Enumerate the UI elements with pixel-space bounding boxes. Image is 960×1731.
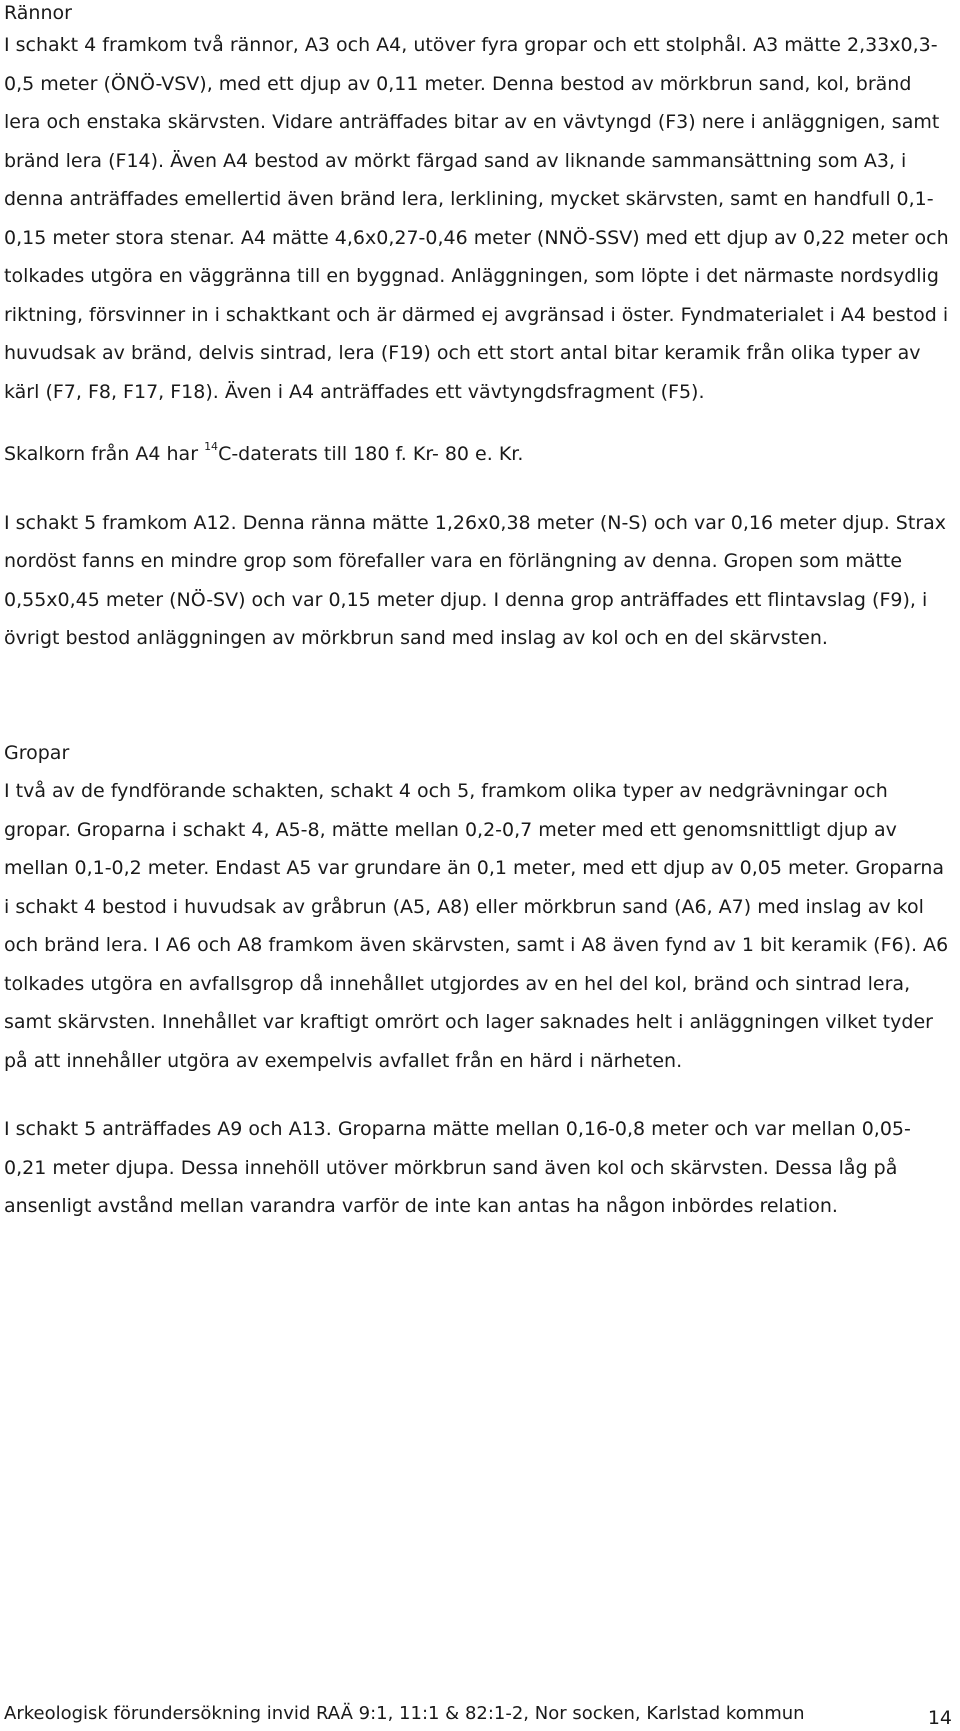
- footer-title: Arkeologisk förundersökning invid RAÄ 9:1, 11:1 & 82:1-2, Nor socken, Karlstad kommun: [4, 1703, 805, 1724]
- dating-text-after: C-daterats till 180 f. Kr- 80 e. Kr.: [218, 443, 524, 465]
- document-page: [4, 0, 952, 1226]
- page-footer: [4, 1693, 952, 1727]
- section-heading-gropar: Gropar: [4, 741, 70, 764]
- isotope-superscript: 14: [204, 440, 219, 453]
- section-heading-rannor: Rännor: [4, 2, 72, 24]
- paragraph-dating: [4, 435, 952, 474]
- paragraph-gropar-schakt-4: I två av de fyndförande schakten, schakt 4 och 5, framkom olika typer av nedgrävningar och gropar. Groparna i schakt 4, A5-8, mätte mellan 0,2-0,7 meter med ett genomsnittligt djup av mellan 0,1-0,2 meter. Endast A5 var grundare än 0,1 meter, med ett djup av 0,05 meter. Groparna i schakt 4 bestod i huvudsak av gråbrun (A5, A8) eller mörkbrun sand (A6, A7) med inslag av kol och bränd lera. I A6 och A8 framkom även skärvsten, samt i A8 även fynd av 1 bit keramik (F6). A6 tolkades utgöra en avfallsgrop då innehållet utgjordes av en hel del kol, bränd och sintrad lera, samt skärvsten. Innehållet var kraftigt omrört och lager saknades helt i anläggningen vilket tyder på att innehåller utgöra av exempelvis avfallet från en härd i närheten.: [4, 780, 949, 1072]
- page-number: 14: [927, 1707, 952, 1729]
- paragraph-rannor-schakt-4: I schakt 4 framkom två rännor, A3 och A4, utöver fyra gropar och ett stolphål. A3 mätte 2,33x0,3-0,5 meter (ÖNÖ-VSV), med ett djup av 0,11 meter. Denna bestod av mörkbrun sand, kol, bränd lera och enstaka skärvsten. Vidare anträffades bitar av en vävtyngd (F3) nere i anläggnigen, samt bränd lera (F14). Även A4 bestod av mörkt färgad sand av liknande sammansättning som A3, i denna anträffades emellertid även bränd lera, lerklining, mycket skärvsten, samt en handfull 0,1-0,15 meter stora stenar. A4 mätte 4,6x0,27-0,46 meter (NNÖ-SSV) med ett djup av 0,22 meter och tolkades utgöra en väggränna till en byggnad. Anläggningen, som löpte i det närmaste nordsydlig riktning, försvinner in i schaktkant och är därmed ej avgränsad i öster. Fyndmaterialet i A4 bestod i huvudsak av bränd, delvis sintrad, lera (F19) och ett stort antal bitar keramik från olika typer av kärl (F7, F8, F17, F18). Även i A4 anträffades ett vävtyngdsfragment (F5).: [4, 34, 949, 403]
- dating-text-before: Skalkorn från A4 har: [4, 443, 205, 465]
- paragraph-gropar-schakt-5: I schakt 5 anträffades A9 och A13. Groparna mätte mellan 0,16-0,8 meter och var mellan 0,05-0,21 meter djupa. Dessa innehöll utöver mörkbrun sand även kol och skärvsten. Dessa låg på ansenligt avstånd mellan varandra varför de inte kan antas ha någon inbördes relation.: [4, 1118, 911, 1217]
- paragraph-rannor-schakt-5: I schakt 5 framkom A12. Denna ränna mätte 1,26x0,38 meter (N-S) och var 0,16 meter djup. Strax nordöst fanns en mindre grop som förefaller vara en förlängning av denna. Gropen som mätte 0,55x0,45 meter (NÖ-SV) och var 0,15 meter djup. I denna grop anträffades ett flintavslag (F9), i övrigt bestod anläggningen av mörkbrun sand med inslag av kol och en del skärvsten.: [4, 511, 947, 649]
